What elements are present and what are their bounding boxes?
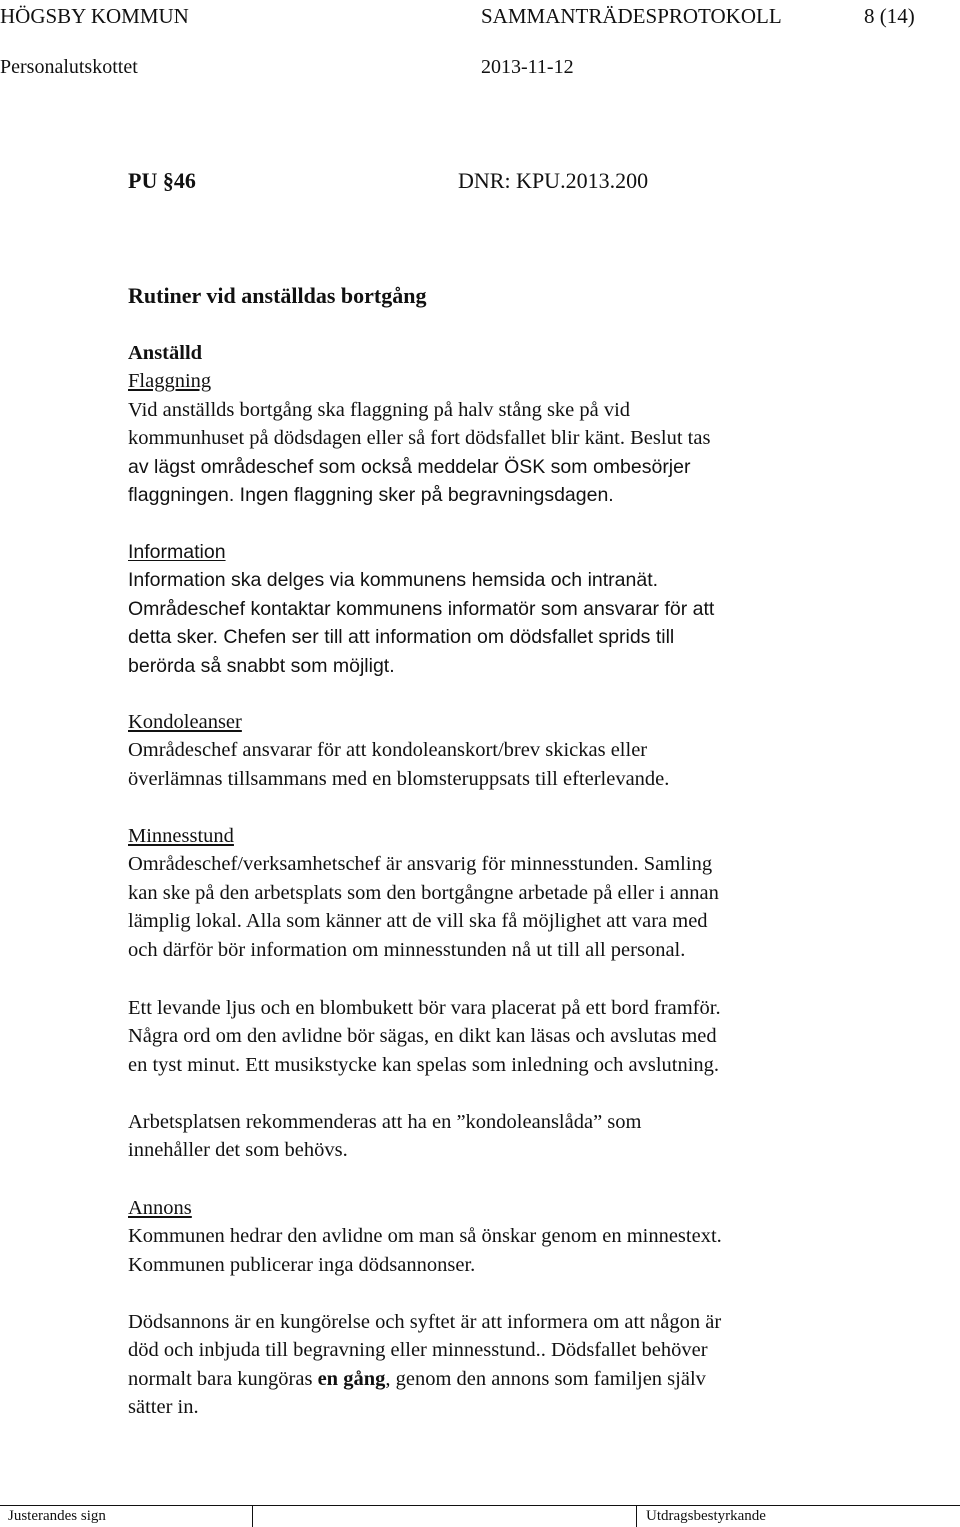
- paragraph-number: PU §46: [128, 168, 196, 193]
- section-anstalld: [128, 339, 928, 509]
- text-line: Vid anställds bortgång ska flaggning på halv stång ske på vid: [128, 398, 631, 421]
- text-line: kan ske på den arbetsplats som den bortgångne arbetade på eller i annan: [128, 881, 719, 904]
- text-line: Information ska delges via kommunens hemsida och intranät.: [128, 569, 659, 592]
- text-line: en tyst minut. Ett musikstycke kan spelas som inledning och avslutning.: [128, 1053, 720, 1076]
- text-line: lämplig lokal. Alla som känner att de vill ska få möjlighet att vara med: [128, 910, 708, 933]
- section-annons: [128, 1194, 928, 1279]
- text-line: kommunhuset på dödsdagen eller så fort dödsfallet blir känt. Beslut tas: [128, 427, 711, 450]
- municipality-name: HÖGSBY KOMMUN: [0, 4, 189, 28]
- text-line: Dödsannons är en kungörelse och syftet är att informera om att någon är: [128, 1311, 722, 1333]
- text-line: Områdeschef kontaktar kommunens informatör som ansvarar för att: [128, 597, 715, 620]
- text-line: Områdeschef ansvarar för att kondoleanskort/brev skickas eller: [128, 739, 648, 762]
- signature-label: Justerandes sign: [8, 1508, 106, 1524]
- section-subheading: Flaggning: [128, 370, 212, 393]
- text-line: [128, 1365, 928, 1393]
- text-line: Kommunen publicerar inga dödsannonser.: [128, 1253, 476, 1276]
- text-line: Områdeschef/verksamhetschef är ansvarig för minnesstunden. Samling: [128, 853, 713, 876]
- section-subheading: Kondoleanser: [128, 711, 242, 733]
- section-heading: Anställd: [128, 342, 203, 364]
- paragraph-condolence-box: [128, 1108, 928, 1165]
- text-line: Ett levande ljus och en blombukett bör vara placerat på ett bord framför.: [128, 997, 721, 1019]
- text-line: Arbetsplatsen rekommenderas att ha en ”kondoleanslåda” som: [128, 1111, 642, 1133]
- document-type: SAMMANTRÄDESPROTOKOLL: [481, 4, 782, 28]
- text-line: Kommunen hedrar den avlidne om man så önskar genom en minnestext.: [128, 1225, 722, 1248]
- text-line: Några ord om den avlidne bör sägas, en dikt kan läsas och avslutas med: [128, 1025, 717, 1048]
- emphasis-text: en gång: [317, 1367, 386, 1390]
- diary-number: DNR: KPU.2013.200: [458, 168, 649, 193]
- paragraph-death-notice: [128, 1308, 928, 1422]
- text-line: innehåller det som behövs.: [128, 1139, 348, 1162]
- text-line: överlämnas tillsammans med en blomsteruppsats till efterlevande.: [128, 767, 670, 790]
- meeting-date: 2013-11-12: [481, 56, 574, 78]
- section-minnesstund: [128, 822, 928, 964]
- footer-divider: [0, 1505, 960, 1506]
- text-line: sätter in.: [128, 1396, 199, 1419]
- section-kondoleanser: [128, 708, 928, 793]
- section-information: [128, 538, 928, 680]
- section-subheading: Information: [128, 541, 226, 563]
- text-line: död och inbjuda till begravning eller minnesstund.. Dödsfallet behöver: [128, 1339, 708, 1362]
- text-fragment: normalt bara kungöras: [128, 1367, 318, 1390]
- section-subheading: Annons: [128, 1197, 192, 1219]
- text-line: berörda så snabbt som möjligt.: [128, 654, 395, 677]
- page-number: 8 (14): [864, 4, 915, 28]
- footer-cell-divider: [252, 1505, 253, 1527]
- extract-certification-label: Utdragsbestyrkande: [646, 1508, 766, 1524]
- section-subheading: Minnesstund: [128, 825, 234, 847]
- paragraph-ceremony: [128, 994, 928, 1079]
- committee-name: Personalutskottet: [0, 56, 138, 78]
- text-line: av lägst områdeschef som också meddelar ÖSK som ombesörjer: [128, 455, 691, 478]
- text-line: flaggningen. Ingen flaggning sker på begravningsdagen.: [128, 484, 614, 507]
- page-title: Rutiner vid anställdas bortgång: [128, 283, 427, 308]
- text-line: detta sker. Chefen ser till att information om dödsfallet sprids till: [128, 626, 675, 649]
- text-fragment: , genom den annons som familjen själv: [385, 1367, 706, 1390]
- text-line: och därför bör information om minnesstunden nå ut till all personal.: [128, 938, 686, 961]
- footer-cell-divider: [636, 1505, 637, 1527]
